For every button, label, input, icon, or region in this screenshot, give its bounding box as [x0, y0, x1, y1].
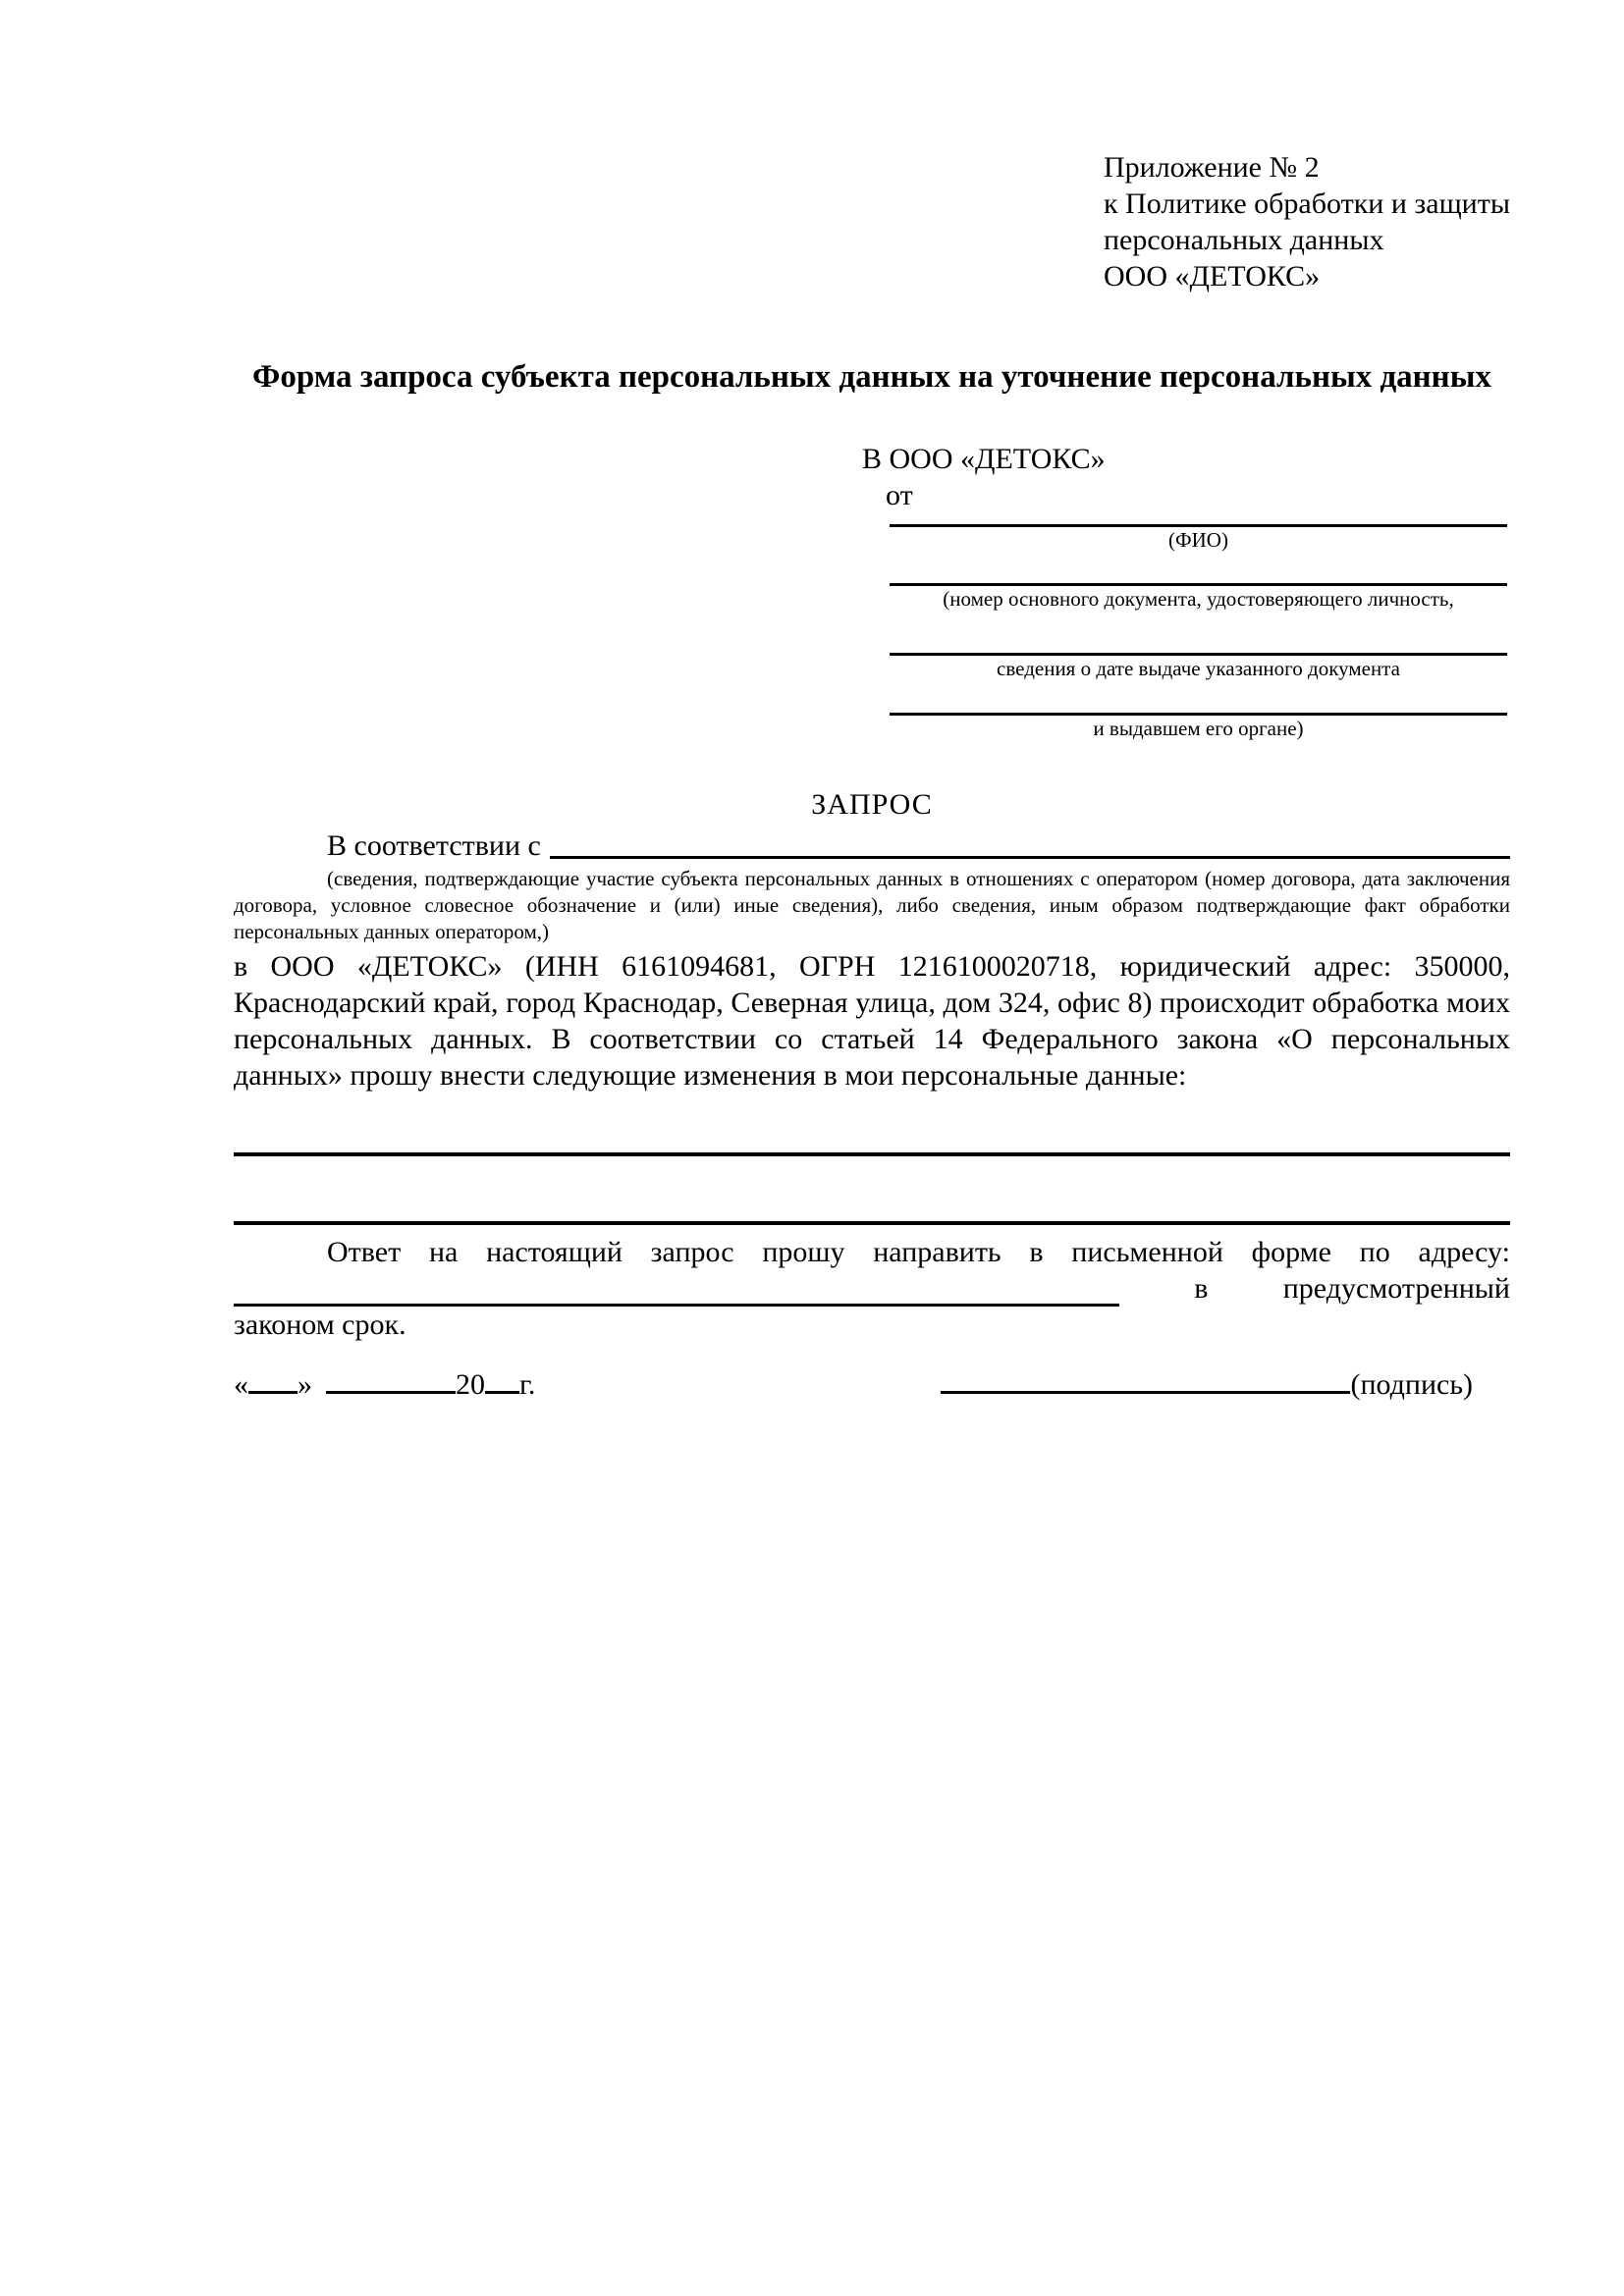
- addressee-block: [862, 441, 1510, 742]
- issue-date-caption: сведения о дате выдаче указанного документа: [997, 657, 1400, 680]
- date-year-blank[interactable]: [485, 1364, 519, 1394]
- accordance-blank-line[interactable]: [550, 828, 1510, 859]
- accordance-line: [234, 828, 1510, 864]
- signature-group: [941, 1364, 1510, 1403]
- reply-tail: законом срок.: [234, 1308, 406, 1341]
- reply-word-v: в: [1194, 1272, 1209, 1305]
- appendix-header-line-1: Приложение № 2: [1103, 151, 1320, 184]
- date-month-blank[interactable]: [326, 1364, 456, 1394]
- reply-address-row: [234, 1270, 1510, 1307]
- date-group: [234, 1364, 535, 1403]
- form-title: Форма запроса субъекта персональных данных на уточнение персональных данных: [252, 359, 1491, 395]
- appendix-header-line-3: персональных данных: [1103, 224, 1384, 256]
- reply-word-predusmotrenny: предусмотренный: [1282, 1272, 1510, 1305]
- issuing-authority-blank-line[interactable]: [890, 682, 1507, 716]
- document-number-caption: (номер основного документа, удостоверяющего личность,: [943, 587, 1454, 611]
- appendix-header: [1104, 149, 1510, 294]
- reply-address-blank-line[interactable]: [234, 1277, 1119, 1307]
- fio-blank-line[interactable]: [890, 513, 1507, 527]
- date-close-quote: »: [298, 1368, 312, 1401]
- request-body-paragraph: в ООО «ДЕТОКС» (ИНН 6161094681, ОГРН 1216100020718, юридический адрес: 350000, Краснодарский край, город Краснодар, Северная улица, дом 324, офис 8) происходит обработка моих персональных данных. В соответствии со статьей 14 Федерального закона «О персональных данных» прошу внести следующие изменения в мои персональные данные:: [234, 950, 1510, 1092]
- changes-blank-line-1[interactable]: [234, 1152, 1510, 1156]
- appendix-header-line-2: к Политике обработки и защиты: [1103, 187, 1510, 220]
- signature-caption: (подпись): [1350, 1368, 1473, 1401]
- request-heading: ЗАПРОС: [811, 788, 933, 821]
- document-number-blank-line[interactable]: [890, 554, 1507, 586]
- date-open-quote: «: [234, 1368, 248, 1401]
- date-day-blank[interactable]: [248, 1364, 298, 1394]
- footnote-caption: (сведения, подтверждающие участие субъекта персональных данных в отношениях с оператором (номер договора, дата заключения договора, условное словесное обозначение и (или) иные сведения), либо сведения, иным образом подтверждающие факт обработки персональных данных оператором,): [234, 867, 1510, 943]
- addressee-org: В ООО «ДЕТОКС»: [862, 443, 1106, 475]
- signature-blank-line[interactable]: [941, 1364, 1350, 1394]
- reply-sentence: Ответ на настоящий запрос прошу направить в письменной форме по адресу:: [327, 1236, 1510, 1268]
- appendix-header-line-4: ООО «ДЕТОКС»: [1103, 260, 1321, 293]
- changes-blank-line-2[interactable]: [234, 1221, 1510, 1225]
- date-signature-row: [234, 1364, 1510, 1403]
- date-year-prefix: 20: [456, 1368, 485, 1401]
- from-label: от: [886, 479, 913, 511]
- date-year-suffix: г.: [519, 1368, 536, 1401]
- issue-date-blank-line[interactable]: [890, 613, 1507, 656]
- accordance-prefix: В соответствии с: [327, 829, 541, 862]
- fio-caption: (ФИО): [1168, 528, 1228, 552]
- issuing-authority-caption: и выдавшем его органе): [1093, 717, 1304, 740]
